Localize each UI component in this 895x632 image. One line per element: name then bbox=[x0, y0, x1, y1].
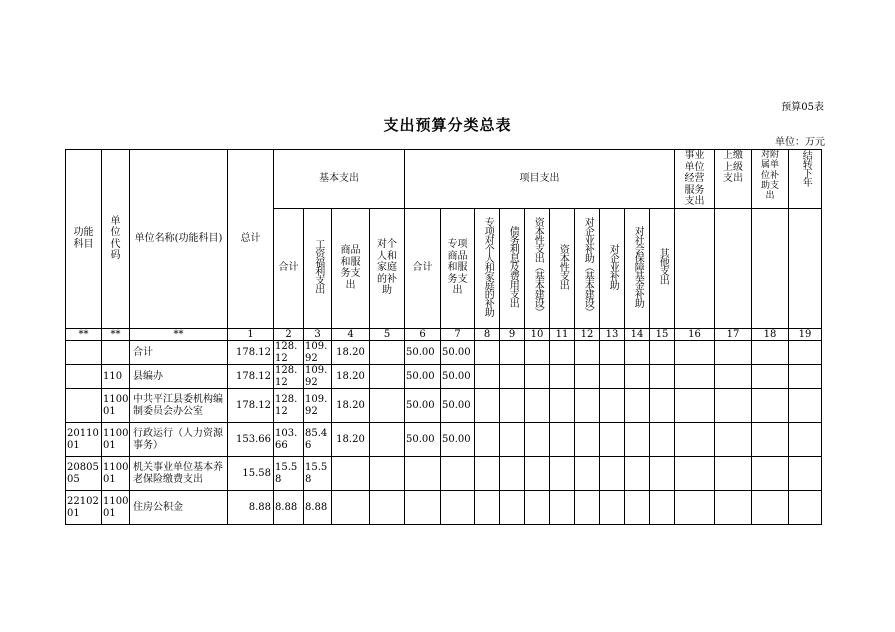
header-carry-forward: 结转下年 bbox=[789, 150, 822, 209]
empty-cell bbox=[715, 491, 752, 525]
empty-cell bbox=[525, 341, 550, 365]
empty-cell bbox=[789, 491, 822, 525]
basic-sum-cell: 15.58 bbox=[274, 457, 304, 491]
individuals-cell bbox=[370, 423, 405, 457]
form-code: 预算05表 bbox=[781, 102, 824, 113]
empty-cell bbox=[600, 341, 625, 365]
proj-sum-cell bbox=[405, 491, 441, 525]
total-cell: 178.12 bbox=[228, 389, 274, 423]
empty-cell bbox=[575, 389, 600, 423]
goods-cell bbox=[332, 491, 370, 525]
proj-sum-cell: 50.00 bbox=[405, 341, 441, 365]
header-unit-name: 单位名称(功能科目) bbox=[130, 150, 228, 329]
empty-cell bbox=[650, 341, 675, 365]
salary-cell: 85.46 bbox=[304, 423, 332, 457]
header-basic-sum: 合计 bbox=[274, 208, 304, 328]
index-cell: 3 bbox=[304, 328, 332, 341]
table-body bbox=[66, 341, 822, 525]
index-cell: 2 bbox=[274, 328, 304, 341]
empty-cell bbox=[475, 341, 500, 365]
table-row bbox=[66, 365, 822, 389]
index-cell: ** bbox=[66, 328, 102, 341]
empty-cell bbox=[715, 457, 752, 491]
header-total: 总计 bbox=[228, 150, 274, 329]
func-subject-cell bbox=[66, 389, 102, 423]
header-blank-16 bbox=[675, 208, 715, 328]
unit-name-cell: 县编办 bbox=[130, 365, 228, 389]
empty-cell bbox=[752, 457, 789, 491]
header-business-units: 事业单位经营服务支出 bbox=[675, 150, 715, 209]
salary-cell: 15.58 bbox=[304, 457, 332, 491]
header-special-individuals: 专项对个人和家庭的补助 bbox=[475, 208, 500, 328]
empty-cell bbox=[500, 389, 525, 423]
header-subsidiary: 对附属单位补助支出 bbox=[752, 150, 789, 209]
header-enterprise-subsidy-construction: 对企业补助（基本建设） bbox=[575, 208, 600, 328]
empty-cell bbox=[625, 457, 650, 491]
empty-cell bbox=[675, 491, 715, 525]
individuals-cell bbox=[370, 389, 405, 423]
header-basic-group: 基本支出 bbox=[274, 150, 405, 209]
proj-sum-cell bbox=[405, 457, 441, 491]
index-cell: ** bbox=[102, 328, 130, 341]
index-cell: 10 bbox=[525, 328, 550, 341]
empty-cell bbox=[675, 457, 715, 491]
table-row bbox=[66, 423, 822, 457]
total-cell: 153.66 bbox=[228, 423, 274, 457]
individuals-cell bbox=[370, 341, 405, 365]
header-goods-services: 商品和服务支出 bbox=[332, 208, 370, 328]
goods-cell: 18.20 bbox=[332, 389, 370, 423]
budget-table bbox=[65, 149, 822, 525]
header-upper-remit: 上缴上级支出 bbox=[715, 150, 752, 209]
special-goods-cell: 50.00 bbox=[441, 341, 475, 365]
index-cell: 17 bbox=[715, 328, 752, 341]
empty-cell bbox=[675, 389, 715, 423]
empty-cell bbox=[475, 423, 500, 457]
empty-cell bbox=[789, 341, 822, 365]
empty-cell bbox=[650, 365, 675, 389]
empty-cell bbox=[475, 389, 500, 423]
empty-cell bbox=[525, 491, 550, 525]
salary-cell: 109.92 bbox=[304, 341, 332, 365]
empty-cell bbox=[715, 341, 752, 365]
empty-cell bbox=[789, 457, 822, 491]
func-subject-cell: 2210201 bbox=[66, 491, 102, 525]
empty-cell bbox=[600, 457, 625, 491]
empty-cell bbox=[525, 389, 550, 423]
table-row bbox=[66, 341, 822, 365]
index-cell: 5 bbox=[370, 328, 405, 341]
empty-cell bbox=[650, 423, 675, 457]
total-cell: 15.58 bbox=[228, 457, 274, 491]
unit-code-cell: 110001 bbox=[102, 423, 130, 457]
empty-cell bbox=[715, 365, 752, 389]
salary-cell: 8.88 bbox=[304, 491, 332, 525]
empty-cell bbox=[625, 365, 650, 389]
header-blank-17 bbox=[715, 208, 752, 328]
unit-name-cell: 中共平江县委机构编制委员会办公室 bbox=[130, 389, 228, 423]
individuals-cell bbox=[370, 365, 405, 389]
empty-cell bbox=[475, 365, 500, 389]
unit-code-cell: 110001 bbox=[102, 457, 130, 491]
header-social-security: 对社会保障基金补助 bbox=[625, 208, 650, 328]
empty-cell bbox=[525, 365, 550, 389]
index-cell: 11 bbox=[550, 328, 575, 341]
index-cell: 18 bbox=[752, 328, 789, 341]
index-cell: ** bbox=[130, 328, 228, 341]
header-special-goods: 专项商品和服务支出 bbox=[441, 208, 475, 328]
unit-label: 单位：万元 bbox=[775, 137, 825, 148]
empty-cell bbox=[525, 457, 550, 491]
empty-cell bbox=[500, 491, 525, 525]
salary-cell: 109.92 bbox=[304, 389, 332, 423]
empty-cell bbox=[550, 491, 575, 525]
total-cell: 178.12 bbox=[228, 341, 274, 365]
empty-cell bbox=[575, 341, 600, 365]
unit-code-cell: 110001 bbox=[102, 491, 130, 525]
empty-cell bbox=[600, 491, 625, 525]
empty-cell bbox=[752, 365, 789, 389]
empty-cell bbox=[475, 491, 500, 525]
empty-cell bbox=[500, 365, 525, 389]
unit-name-cell: 住房公积金 bbox=[130, 491, 228, 525]
header-proj-sum: 合计 bbox=[405, 208, 441, 328]
index-cell: 8 bbox=[475, 328, 500, 341]
total-cell: 178.12 bbox=[228, 365, 274, 389]
empty-cell bbox=[715, 423, 752, 457]
basic-sum-cell: 128.12 bbox=[274, 341, 304, 365]
unit-name-cell: 机关事业单位基本养老保险缴费支出 bbox=[130, 457, 228, 491]
header-blank-19 bbox=[789, 208, 822, 328]
basic-sum-cell: 128.12 bbox=[274, 389, 304, 423]
basic-sum-cell: 128.12 bbox=[274, 365, 304, 389]
index-cell: 15 bbox=[650, 328, 675, 341]
func-subject-cell: 2080505 bbox=[66, 457, 102, 491]
special-goods-cell: 50.00 bbox=[441, 365, 475, 389]
empty-cell bbox=[789, 389, 822, 423]
index-cell: 14 bbox=[625, 328, 650, 341]
empty-cell bbox=[550, 457, 575, 491]
empty-cell bbox=[600, 389, 625, 423]
index-cell: 16 bbox=[675, 328, 715, 341]
table-row bbox=[66, 491, 822, 525]
basic-sum-cell: 8.88 bbox=[274, 491, 304, 525]
special-goods-cell: 50.00 bbox=[441, 423, 475, 457]
header-project-group: 项目支出 bbox=[405, 150, 675, 209]
proj-sum-cell: 50.00 bbox=[405, 423, 441, 457]
empty-cell bbox=[500, 341, 525, 365]
empty-cell bbox=[625, 491, 650, 525]
empty-cell bbox=[575, 491, 600, 525]
goods-cell bbox=[332, 457, 370, 491]
header-individuals: 对个人和家庭的补助 bbox=[370, 208, 405, 328]
empty-cell bbox=[550, 423, 575, 457]
individuals-cell bbox=[370, 491, 405, 525]
basic-sum-cell: 103.66 bbox=[274, 423, 304, 457]
func-subject-cell bbox=[66, 365, 102, 389]
table-row bbox=[66, 389, 822, 423]
empty-cell bbox=[715, 389, 752, 423]
empty-cell bbox=[752, 423, 789, 457]
empty-cell bbox=[550, 365, 575, 389]
empty-cell bbox=[500, 423, 525, 457]
empty-cell bbox=[625, 341, 650, 365]
header-other: 其他支出 bbox=[650, 208, 675, 328]
special-goods-cell: 50.00 bbox=[441, 389, 475, 423]
empty-cell bbox=[600, 365, 625, 389]
empty-cell bbox=[752, 491, 789, 525]
header-capital: 资本性支出 bbox=[550, 208, 575, 328]
empty-cell bbox=[500, 457, 525, 491]
unit-name-cell: 合计 bbox=[130, 341, 228, 365]
header-capital-construction: 资本性支出（基本建设） bbox=[525, 208, 550, 328]
special-goods-cell bbox=[441, 491, 475, 525]
index-row bbox=[66, 328, 822, 341]
empty-cell bbox=[575, 365, 600, 389]
empty-cell bbox=[550, 341, 575, 365]
empty-cell bbox=[675, 365, 715, 389]
goods-cell: 18.20 bbox=[332, 423, 370, 457]
index-cell: 6 bbox=[405, 328, 441, 341]
func-subject-cell: 2011001 bbox=[66, 423, 102, 457]
page-title: 支出预算分类总表 bbox=[383, 116, 512, 134]
empty-cell bbox=[752, 341, 789, 365]
table-row bbox=[66, 457, 822, 491]
goods-cell: 18.20 bbox=[332, 341, 370, 365]
total-cell: 8.88 bbox=[228, 491, 274, 525]
empty-cell bbox=[789, 365, 822, 389]
empty-cell bbox=[625, 389, 650, 423]
proj-sum-cell: 50.00 bbox=[405, 389, 441, 423]
index-cell: 12 bbox=[575, 328, 600, 341]
salary-cell: 109.92 bbox=[304, 365, 332, 389]
empty-cell bbox=[650, 457, 675, 491]
header-enterprise-subsidy: 对企业补助 bbox=[600, 208, 625, 328]
unit-code-cell bbox=[102, 341, 130, 365]
unit-code-cell: 110 bbox=[102, 365, 130, 389]
empty-cell bbox=[575, 423, 600, 457]
index-cell: 19 bbox=[789, 328, 822, 341]
empty-cell bbox=[475, 457, 500, 491]
header-func-subject: 功能科目 bbox=[66, 150, 102, 329]
header-blank-18 bbox=[752, 208, 789, 328]
index-cell: 7 bbox=[441, 328, 475, 341]
index-cell: 1 bbox=[228, 328, 274, 341]
empty-cell bbox=[575, 457, 600, 491]
empty-cell bbox=[600, 423, 625, 457]
empty-cell bbox=[752, 389, 789, 423]
header-salary: 工资福利支出 bbox=[304, 208, 332, 328]
unit-name-cell: 行政运行（人力资源事务） bbox=[130, 423, 228, 457]
empty-cell bbox=[625, 423, 650, 457]
special-goods-cell bbox=[441, 457, 475, 491]
func-subject-cell bbox=[66, 341, 102, 365]
empty-cell bbox=[525, 423, 550, 457]
empty-cell bbox=[789, 423, 822, 457]
index-cell: 4 bbox=[332, 328, 370, 341]
empty-cell bbox=[650, 491, 675, 525]
unit-code-cell: 110001 bbox=[102, 389, 130, 423]
empty-cell bbox=[650, 389, 675, 423]
empty-cell bbox=[675, 341, 715, 365]
individuals-cell bbox=[370, 457, 405, 491]
index-cell: 9 bbox=[500, 328, 525, 341]
goods-cell: 18.20 bbox=[332, 365, 370, 389]
index-cell: 13 bbox=[600, 328, 625, 341]
header-unit-code: 单位代码 bbox=[102, 150, 130, 329]
empty-cell bbox=[550, 389, 575, 423]
empty-cell bbox=[675, 423, 715, 457]
proj-sum-cell: 50.00 bbox=[405, 365, 441, 389]
header-debt-interest: 债务利息及费用支出 bbox=[500, 208, 525, 328]
